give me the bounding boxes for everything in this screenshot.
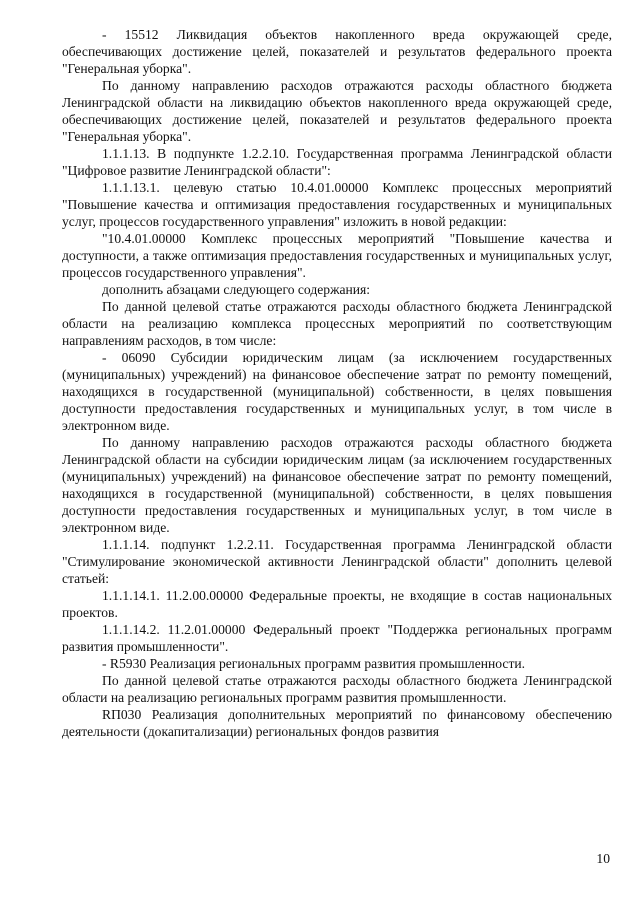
paragraph: По данному направлению расходов отражаются расходы областного бюджета Ленинградской области на ликвидацию объектов накопленного вреда окружающей среде, обеспечивающих достижение целей, показателей и результатов федерального проекта "Генеральная уборка". xyxy=(62,78,612,144)
paragraph: 1.1.1.14.1. 11.2.00.00000 Федеральные проекты, не входящие в состав национальных проектов. xyxy=(62,588,612,620)
paragraph: "10.4.01.00000 Комплекс процессных мероприятий "Повышение качества и доступности, а также оптимизация предоставления государственных и муниципальных услуг, процессов государственного управления". xyxy=(62,231,612,280)
paragraph: RП030 Реализация дополнительных мероприятий по финансовому обеспечению деятельности (докапитализации) региональных фондов развития xyxy=(62,707,612,739)
page-number: 10 xyxy=(596,851,610,866)
paragraph: - 06090 Субсидии юридическим лицам (за исключением государственных (муниципальных) учреждений) на финансовое обеспечение затрат по ремонту помещений, находящихся в государственной (муниципальной) собственности, в целях повышения доступности предоставления государственных и муниципальных услуг, в том числе в электронном виде. xyxy=(62,350,612,433)
paragraph: По данному направлению расходов отражаются расходы областного бюджета Ленинградской области на субсидии юридическим лицам (за исключением государственных (муниципальных) учреждений) на финансовое обеспечение затрат по ремонту помещений, находящихся в государственной (муниципальной) собственности, в целях повышения доступности предоставления государственных и муниципальных услуг, в том числе в электронном виде. xyxy=(62,435,612,535)
paragraph: 1.1.1.13.1. целевую статью 10.4.01.00000 Комплекс процессных мероприятий "Повышение качества и оптимизация предоставления государственных и муниципальных услуг, процессов государственного управления" изложить в новой редакции: xyxy=(62,180,612,229)
paragraph: 1.1.1.14.2. 11.2.01.00000 Федеральный проект "Поддержка региональных программ развития промышленности". xyxy=(62,622,612,654)
paragraph: - R5930 Реализация региональных программ развития промышленности. xyxy=(102,656,526,671)
paragraph: дополнить абзацами следующего содержания: xyxy=(102,282,371,297)
paragraph: 1.1.1.14. подпункт 1.2.2.11. Государственная программа Ленинградской области "Стимулирование экономической активности Ленинградской области" дополнить целевой статьей: xyxy=(62,537,612,586)
paragraph: По данной целевой статье отражаются расходы областного бюджета Ленинградской области на реализацию региональных программ развития промышленности. xyxy=(62,673,612,705)
document-body xyxy=(62,26,612,740)
paragraph: - 15512 Ликвидация объектов накопленного вреда окружающей среде, обеспечивающих достижение целей, показателей и результатов федерального проекта "Генеральная уборка". xyxy=(62,27,612,76)
paragraph: По данной целевой статье отражаются расходы областного бюджета Ленинградской области на реализацию комплекса процессных мероприятий по соответствующим направлениям расходов, в том числе: xyxy=(62,299,612,348)
paragraph: 1.1.1.13. В подпункте 1.2.2.10. Государственная программа Ленинградской области "Цифровое развитие Ленинградской области": xyxy=(62,146,612,178)
